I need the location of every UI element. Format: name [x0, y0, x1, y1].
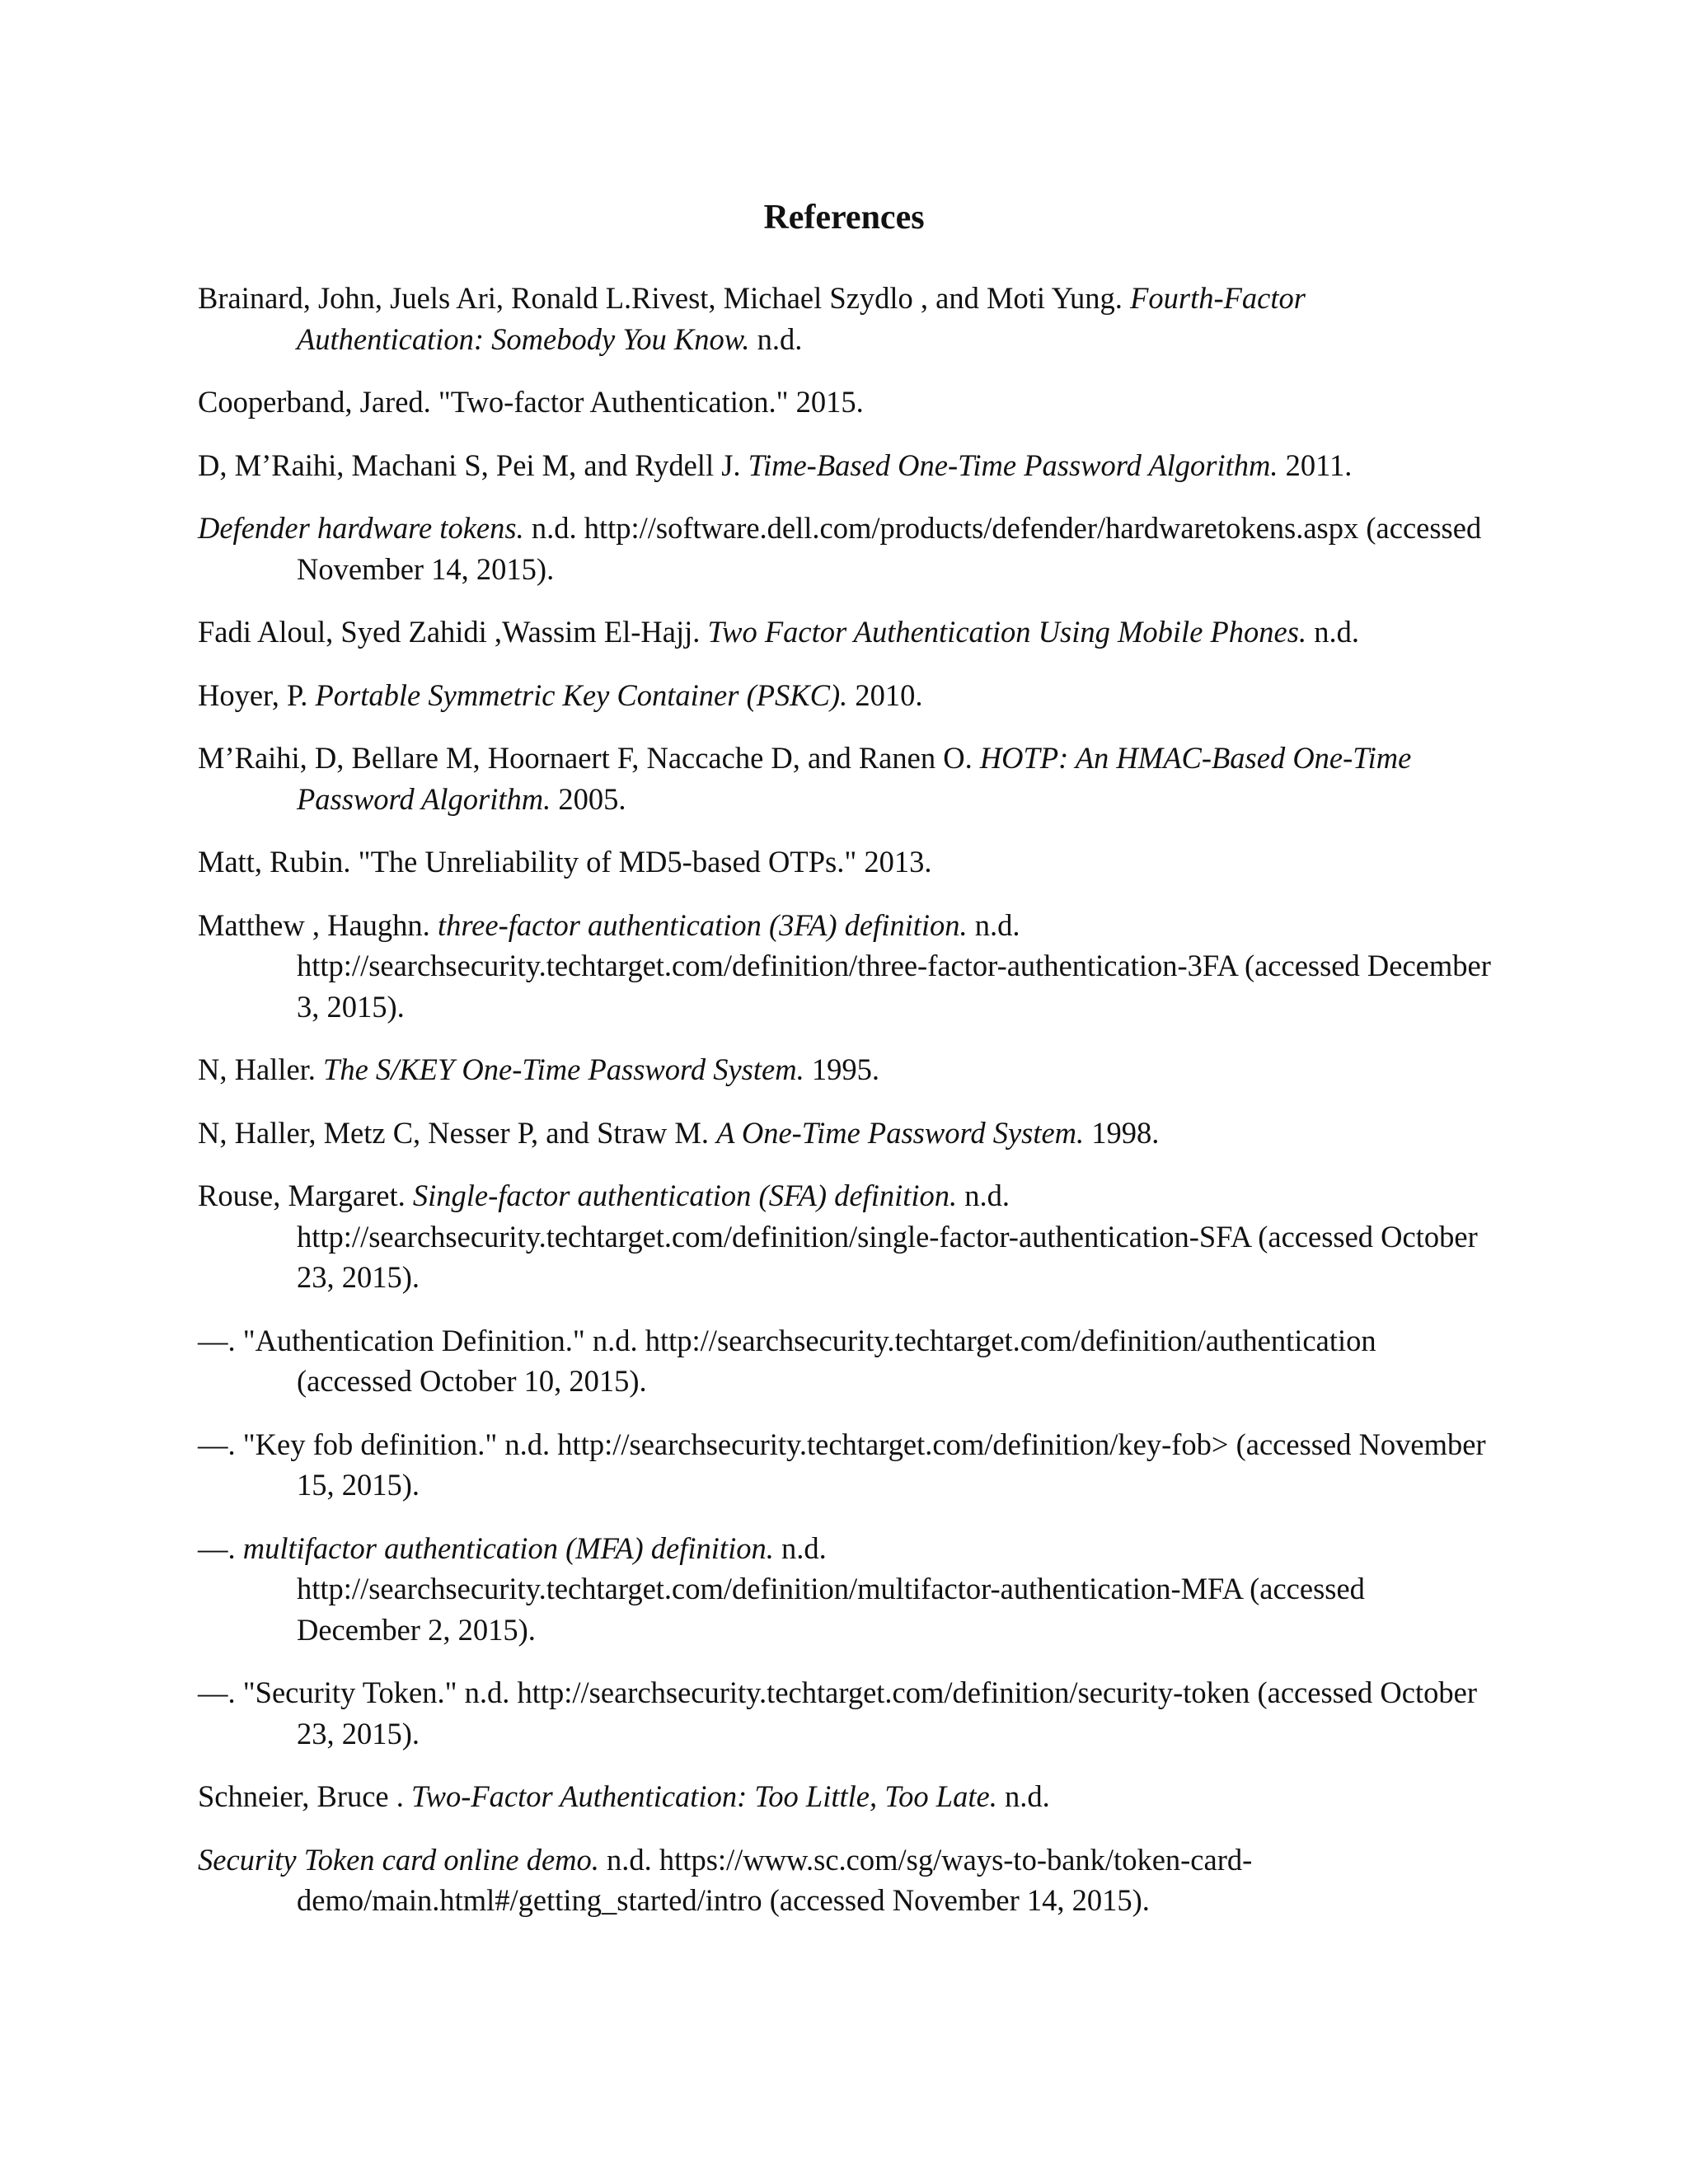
reference-text: Brainard, John, Juels Ari, Ronald L.Rivest, Michael Szydlo , and Moti Yung.	[198, 281, 1131, 315]
reference-text: —. "Key fob definition." n.d. http://searchsecurity.techtarget.com/definition/key-fob> (accessed November 15, 2015).	[198, 1427, 1486, 1502]
reference-text: —. "Authentication Definition." n.d. http://searchsecurity.techtarget.com/definition/authentication (accessed October 10, 2015).	[198, 1323, 1376, 1398]
reference-entry	[198, 508, 1492, 589]
reference-details: n.d. https://www.sc.com/sg/ways-to-bank/token-card-demo/main.html#/getting_started/intro (accessed November 14, 2015).	[297, 1842, 1253, 1917]
reference-entry	[198, 278, 1492, 359]
reference-entry	[198, 1672, 1492, 1754]
reference-title: A One-Time Password System.	[716, 1115, 1085, 1150]
reference-details: 2011.	[1278, 448, 1353, 482]
reference-details: n.d. http://searchsecurity.techtarget.com/definition/single-factor-authentication-SFA (accessed October 23, 2015).	[297, 1179, 1478, 1294]
reference-details: n.d.	[996, 1779, 1050, 1813]
reference-details: 1998.	[1084, 1115, 1160, 1150]
reference-entry	[198, 1840, 1492, 1921]
reference-title: Defender hardware tokens.	[198, 511, 524, 545]
reference-entry	[198, 1776, 1492, 1817]
reference-entry	[198, 1175, 1492, 1298]
reference-title: Security Token card online demo.	[198, 1842, 599, 1877]
reference-details: 2010.	[847, 677, 923, 712]
reference-title: Time-Based One-Time Password Algorithm.	[748, 448, 1278, 482]
reference-text: Matt, Rubin. "The Unreliability of MD5-based OTPs." 2013.	[198, 845, 932, 879]
reference-text: Hoyer, P.	[198, 677, 316, 712]
reference-title: Single-factor authentication (SFA) definition.	[412, 1179, 958, 1212]
reference-entry	[198, 445, 1492, 486]
reference-text: —.	[198, 1530, 243, 1565]
reference-text: Rouse, Margaret.	[198, 1179, 413, 1212]
reference-title: Portable Symmetric Key Container (PSKC).	[315, 677, 848, 712]
reference-entry	[198, 905, 1492, 1028]
reference-text: M’Raihi, D, Bellare M, Hoornaert F, Naccache D, and Ranen O.	[198, 741, 980, 775]
reference-title: HOTP: An HMAC-Based One-Time Password Algorithm.	[297, 741, 1412, 816]
reference-text: N, Haller.	[198, 1052, 324, 1086]
reference-text: Matthew , Haughn.	[198, 907, 438, 942]
reference-text: Cooperband, Jared. "Two-factor Authentication." 2015.	[198, 385, 864, 419]
reference-text: Fadi Aloul, Syed Zahidi ,Wassim El-Hajj.	[198, 615, 708, 649]
reference-entry	[198, 675, 1492, 716]
reference-entry	[198, 382, 1492, 423]
reference-title: The S/KEY One-Time Password System.	[323, 1052, 804, 1086]
reference-title: Fourth-Factor Authentication: Somebody You Know.	[297, 281, 1306, 356]
reference-entry	[198, 612, 1492, 653]
reference-text: N, Haller, Metz C, Nesser P, and Straw M.	[198, 1115, 717, 1150]
reference-text: —. "Security Token." n.d. http://searchsecurity.techtarget.com/definition/security-token (accessed October 23, 2015).	[198, 1675, 1477, 1750]
reference-entry	[198, 841, 1492, 883]
reference-entry	[198, 1320, 1492, 1402]
reference-details: 2005.	[551, 781, 626, 816]
reference-title: Two Factor Authentication Using Mobile Phones.	[707, 615, 1307, 649]
reference-entry	[198, 738, 1492, 819]
reference-details: n.d. http://searchsecurity.techtarget.com/definition/three-factor-authentication-3FA (accessed December 3, 2015).	[297, 907, 1491, 1024]
reference-title: three-factor authentication (3FA) definition.	[437, 907, 968, 942]
reference-details: 1995.	[804, 1052, 879, 1086]
reference-details: n.d.	[1306, 615, 1359, 649]
reference-details: n.d.	[749, 321, 803, 356]
reference-entry	[198, 1049, 1492, 1090]
reference-title: multifactor authentication (MFA) definition.	[242, 1530, 774, 1565]
reference-list	[198, 278, 1492, 1943]
reference-entry	[198, 1113, 1492, 1154]
page-title: References	[763, 199, 925, 237]
reference-entry	[198, 1528, 1492, 1651]
reference-details: n.d. http://searchsecurity.techtarget.com/definition/multifactor-authentication-MFA (accessed December 2, 2015).	[297, 1530, 1365, 1647]
reference-details: n.d. http://software.dell.com/products/defender/hardwaretokens.aspx (accessed November 14, 2015).	[297, 511, 1482, 586]
reference-entry	[198, 1424, 1492, 1506]
reference-title: Two-Factor Authentication: Too Little, Too Late.	[411, 1779, 997, 1813]
reference-text: D, M’Raihi, Machani S, Pei M, and Rydell J.	[198, 448, 748, 482]
reference-text: Schneier, Bruce .	[198, 1779, 412, 1813]
